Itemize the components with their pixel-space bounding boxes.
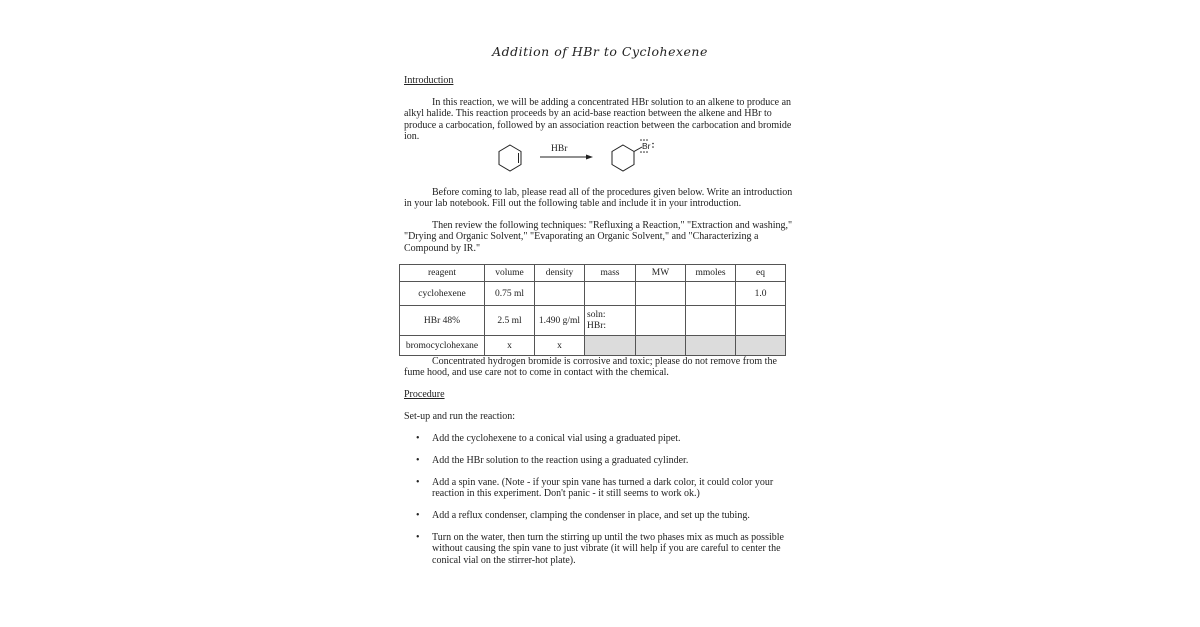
procedure-heading: Procedure <box>404 389 445 400</box>
table-row <box>400 306 786 336</box>
header-cell: volume <box>485 265 535 282</box>
mw-cell <box>636 336 686 356</box>
table-row <box>400 282 786 306</box>
reagent-cell: HBr 48% <box>400 306 485 336</box>
header-cell: mass <box>585 265 636 282</box>
bullet-icon: • <box>416 510 420 521</box>
pre-lab-paragraph: Before coming to lab, please read all of the procedures given below. Write an introduction in your lab notebook. Fill out the following table and include it in your introduction. <box>404 187 793 210</box>
mw-cell <box>636 282 686 306</box>
mass-hbr-label: HBr: <box>587 320 606 331</box>
bullet-icon: • <box>416 532 420 543</box>
density-cell: 1.490 g/ml <box>535 306 585 336</box>
safety-paragraph: Concentrated hydrogen bromide is corrosive and toxic; please do not remove from the fume hood, and use care not to come in contact with the chemical. <box>404 356 777 379</box>
reaction-arrow <box>540 155 593 160</box>
mass-soln-label: soln: <box>587 309 606 320</box>
intro-paragraph: In this reaction, we will be adding a concentrated HBr solution to an alkene to produce an alkyl halide. This reaction proceeds by an acid-base reaction between the alkene and HBr to produce a carbocation, followed by an association reaction between the carbocation and bromide ion. <box>404 97 792 142</box>
bromocyclohexane-structure <box>612 145 642 171</box>
step-text: Add a reflux condenser, clamping the condenser in place, and set up the tubing. <box>432 510 750 521</box>
density-cell: x <box>535 336 585 356</box>
bullet-icon: • <box>416 455 420 466</box>
volume-cell: 2.5 ml <box>485 306 535 336</box>
mass-cell <box>585 336 636 356</box>
mass-cell <box>585 306 636 336</box>
bullet-icon: • <box>416 477 420 488</box>
table-row <box>400 336 786 356</box>
mmoles-cell <box>686 306 736 336</box>
table-header-row <box>400 265 786 282</box>
mmoles-cell <box>686 282 736 306</box>
eq-cell <box>736 336 786 356</box>
volume-cell: x <box>485 336 535 356</box>
techniques-paragraph: Then review the following techniques: "Refluxing a Reaction," "Extraction and washing," "Drying and Organic Solvent," "Evaporating an Organic Solvent," and "Characterizing a Compound by IR." <box>404 220 793 254</box>
header-cell: reagent <box>400 265 485 282</box>
mw-cell <box>636 306 686 336</box>
eq-cell: 1.0 <box>736 282 786 306</box>
bromine-label: Br <box>642 141 651 151</box>
reagent-table <box>399 264 786 356</box>
header-cell: density <box>535 265 585 282</box>
step-text: Add the HBr solution to the reaction using a graduated cylinder. <box>432 455 689 466</box>
density-cell <box>535 282 585 306</box>
reagent-cell: bromocyclohexane <box>400 336 485 356</box>
document-title: Addition of HBr to Cyclohexene <box>492 44 708 59</box>
bullet-icon: • <box>416 433 420 444</box>
eq-cell <box>736 306 786 336</box>
setup-text: Set-up and run the reaction: <box>404 411 516 422</box>
header-cell: eq <box>736 265 786 282</box>
step-text: Add the cyclohexene to a conical vial using a graduated pipet. <box>432 433 681 444</box>
mmoles-cell <box>686 336 736 356</box>
mass-cell <box>585 282 636 306</box>
header-cell: mmoles <box>686 265 736 282</box>
introduction-heading: Introduction <box>404 75 454 86</box>
reaction-scheme <box>490 137 680 177</box>
cyclohexene-structure <box>499 145 521 171</box>
step-text: Add a spin vane. (Note - if your spin vane has turned a dark color, it could color your reaction in this experiment. Don't panic - it still seems to work ok.) <box>432 477 774 500</box>
reagent-cell: cyclohexene <box>400 282 485 306</box>
step-text: Turn on the water, then turn the stirring up until the two phases mix as much as possible without causing the spin vane to just vibrate (it will help if you are careful to center the conical vial on the stirrer-hot plate). <box>432 532 784 566</box>
header-cell: MW <box>636 265 686 282</box>
reagent-label: HBr <box>551 144 568 154</box>
volume-cell: 0.75 ml <box>485 282 535 306</box>
